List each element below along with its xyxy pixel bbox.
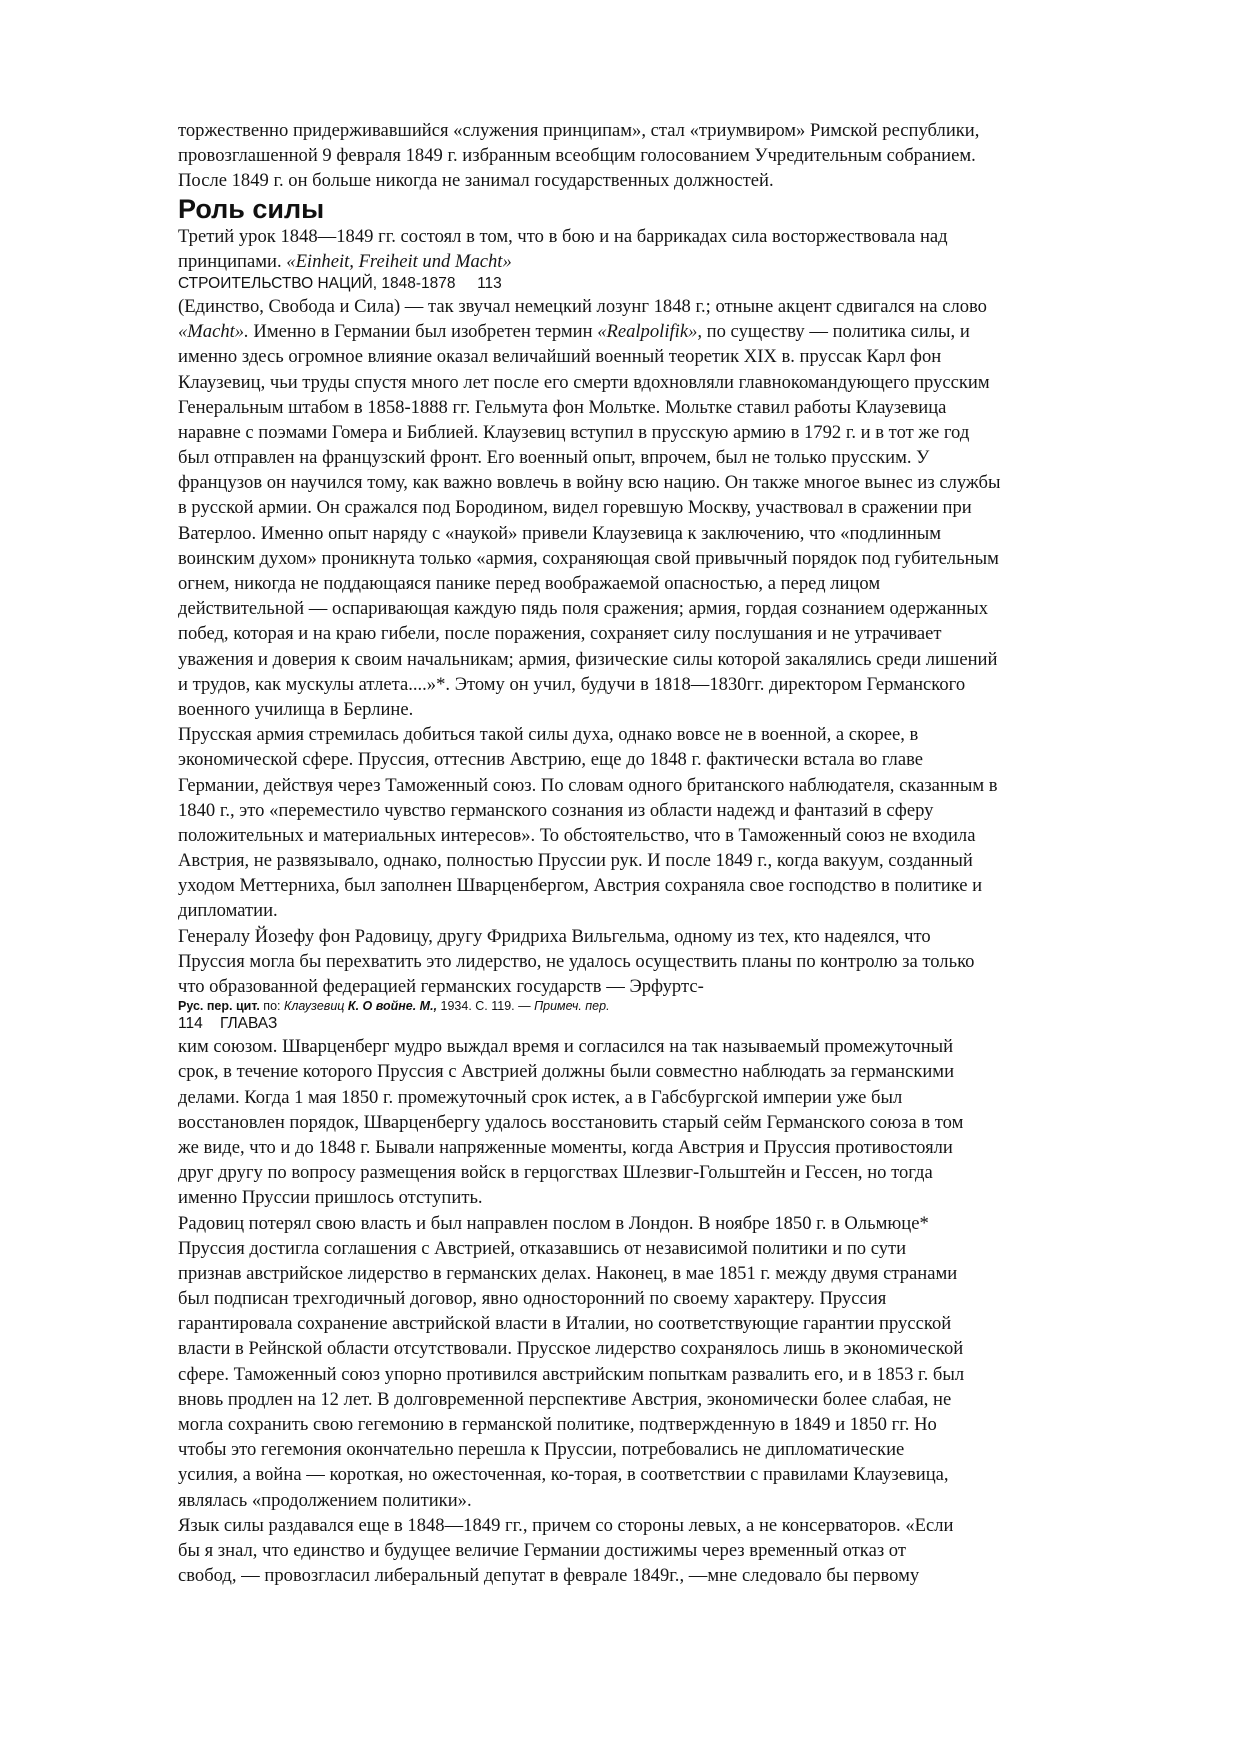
text-line: Язык силы раздавался еще в 1848—1849 гг., причем со стороны левых, а не консерваторов. «Если bbox=[178, 1514, 954, 1536]
text-line: именно здесь огромное влияние оказал величайший военный теоретик XIX в. пруссак Карл фон bbox=[178, 346, 942, 368]
text-line: уважения и доверия к своим начальникам; армия, физические силы которой закалялись среди лишений bbox=[178, 648, 998, 670]
text-line: срок, в течение которого Пруссия с Австрией должны были совместно наблюдать за германскими bbox=[178, 1061, 955, 1083]
section-title: Роль силы bbox=[178, 193, 325, 224]
footnote-bold: Рус. пер. цит. bbox=[178, 999, 260, 1014]
text-line: являлась «продолжением политики». bbox=[178, 1489, 472, 1511]
text-line: чтобы это гегемония окончательно перешла к Пруссии, потребовались не дипломатические bbox=[178, 1439, 905, 1461]
footnote-title: К. О войне. М., bbox=[344, 999, 438, 1014]
text-line: наравне с поэмами Гомера и Библией. Клаузевиц вступил в прусскую армию в 1792 г. и в тот же год bbox=[178, 421, 970, 443]
footnote-text: по: bbox=[259, 999, 284, 1014]
text-line: признав австрийское лидерство в германских делах. Наконец, в мае 1851 г. между двумя странами bbox=[178, 1262, 958, 1284]
page-number: 114 bbox=[178, 1015, 203, 1033]
text-line: ким союзом. Шварценберг мудро выждал время и согласился на так называемый промежуточный bbox=[178, 1036, 954, 1058]
page-2-text bbox=[178, 1034, 1178, 1588]
text-line: могла сохранить свою гегемонию в германской политике, подтвержденную в 1849 и 1850 гг. Но bbox=[178, 1414, 937, 1435]
footnote-note: Примеч. пер. bbox=[534, 999, 610, 1014]
text-line: сфере. Таможенный союз упорно противился австрийским попыткам развалить его, и в 1853 г. был bbox=[178, 1363, 965, 1385]
page-number: 113 bbox=[477, 274, 502, 292]
running-head-title: ГЛАВАЗ bbox=[219, 1015, 278, 1033]
text-line: в русской армии. Он сражался под Бородином, видел горевшую Москву, участвовал в сражении при bbox=[178, 497, 972, 519]
text-line: Ватерлоо. Именно опыт наряду с «наукой» привели Клаузевица к заключению, что «подлинным bbox=[178, 522, 942, 544]
text-span: по существу — политика силы, и bbox=[702, 321, 970, 343]
text-line: Третий урок 1848—1849 гг. состоял в том, что в бою и на баррикадах сила восторжествовала над bbox=[178, 225, 948, 247]
text-line: (Единство, Свобода и Сила) — так звучал немецкий лозунг 1848 г.; отныне акцент сдвигался на слово bbox=[178, 295, 987, 317]
text-line: Радовиц потерял свою власть и был направлен послом в Лондон. В ноябре 1850 г. в Ольмюце* bbox=[178, 1212, 929, 1234]
text-line: что образованной федерацией германских государств — Эрфуртс- bbox=[178, 976, 704, 997]
footnote-author: Клаузевиц bbox=[283, 999, 345, 1014]
text-line: делами. Когда 1 мая 1850 г. промежуточный срок истек, а в Габсбургской империи уже был bbox=[178, 1086, 903, 1108]
section-paragraph bbox=[178, 224, 1178, 274]
running-head bbox=[178, 274, 1178, 294]
document-page bbox=[178, 118, 1178, 1588]
text-line: же виде, что и до 1848 г. Бывали напряженные моменты, когда Австрия и Пруссия противостояли bbox=[178, 1136, 953, 1158]
text-line: Австрия, не развязывало, однако, полностью Пруссии рук. И после 1849 г., когда вакуум, созданный bbox=[178, 850, 973, 872]
text-span: принципами. bbox=[178, 250, 287, 272]
text-line bbox=[178, 319, 1178, 344]
text-line: Пруссия достигла соглашения с Австрией, отказавшись от независимой политики и по сути bbox=[178, 1237, 907, 1259]
text-line: и трудов, как мускулы атлета....»*. Этому он учил, будучи в 1818—1830гг. директором Германского bbox=[178, 673, 966, 695]
text-line: торжественно придерживавшийся «служения принципам», стал «триумвиром» Римской республики, bbox=[178, 120, 980, 141]
footnote-text: 1934. С. 119. — bbox=[437, 999, 535, 1014]
text-line: друг другу по вопросу размещения войск в герцогствах Шлезвиг-Гольштейн и Гессен, но тогда bbox=[178, 1162, 933, 1184]
running-head-title: СТРОИТЕЛЬСТВО НАЦИЙ, 1848-1878 bbox=[178, 274, 456, 292]
text-line: положительных и материальных интересов». То обстоятельство, что в Таможенный союз не входила bbox=[178, 824, 976, 846]
text-line: власти в Рейнской области отсутствовали. Прусское лидерство сохранялось лишь в экономической bbox=[178, 1338, 964, 1360]
text-line: Германии, действуя через Таможенный союз. По словам одного британского наблюдателя, сказанным в bbox=[178, 774, 998, 796]
text-line: 1840 г., это «переместило чувство германского сознания из области надежд и фантазий в сферу bbox=[178, 799, 934, 821]
text-line: военного училища в Берлине. bbox=[178, 698, 414, 720]
text-line: уходом Меттерниха, был заполнен Шварценбергом, Австрия сохраняла свое господство в политике и bbox=[178, 875, 983, 897]
text-line: был отправлен на французский фронт. Его военный опыт, впрочем, был не только прусским. У bbox=[178, 447, 930, 469]
italic-slogan: «Einheit, Freiheit und Macht» bbox=[286, 250, 512, 272]
text-line: французов он научился тому, как важно вовлечь в войну всю нацию. Он также многое вынес из службы bbox=[178, 472, 1001, 494]
italic-term: «Macht». bbox=[178, 321, 249, 343]
text-line: Генералу Йозефу фон Радовицу, другу Фридриха Вильгельма, одному из тех, кто надеялся, что bbox=[178, 925, 931, 947]
text-line: гарантировала сохранение австрийской власти в Италии, но соответствующие гарантии прусской bbox=[178, 1313, 952, 1335]
text-line: был подписан трехгодичный договор, явно односторонний по своему характеру. Пруссия bbox=[178, 1288, 887, 1310]
text-line: провозглашенной 9 февраля 1849 г. избранным всеобщим голосованием Учредительным собранием. bbox=[178, 145, 976, 167]
text-line: восстановлен порядок, Шварценбергу удалось восстановить старый сейм Германского союза в том bbox=[178, 1111, 964, 1133]
text-line: После 1849 г. он больше никогда не занимал государственных должностей. bbox=[178, 170, 774, 192]
footnote-bold bbox=[344, 999, 437, 1013]
text-line: вновь продлен на 12 лет. В долговременной перспективе Австрия, экономически более слабая, не bbox=[178, 1388, 952, 1410]
body-text bbox=[178, 294, 1178, 999]
text-line: именно Пруссии пришлось отступить. bbox=[178, 1187, 483, 1209]
text-line: огнем, никогда не поддающаяся панике перед воображаемой опасностью, а перед лицом bbox=[178, 573, 881, 594]
text-span: Именно в Германии был изобретен термин bbox=[248, 321, 598, 343]
text-line: бы я знал, что единство и будущее величие Германии достижимы через временный отказ от bbox=[178, 1539, 906, 1561]
text-line: экономической сфере. Пруссия, оттеснив Австрию, еще до 1848 г. фактически встала во главе bbox=[178, 749, 923, 771]
text-line: Прусская армия стремилась добиться такой силы духа, однако вовсе не в военной, а скорее, в bbox=[178, 724, 919, 746]
text-line: Генеральным штабом в 1858-1888 гг. Гельмута фон Мольтке. Мольтке ставил работы Клаузевица bbox=[178, 396, 947, 418]
text-line: воинским духом» проникнута только «армия, сохраняющая свой привычный порядок под губительным bbox=[178, 547, 999, 569]
text-line: Пруссия могла бы перехватить это лидерство, не удалось осуществить планы по контролю за только bbox=[178, 950, 975, 972]
text-line bbox=[178, 249, 1178, 274]
text-line: побед, которая и на краю гибели, после поражения, сохраняет силу послушания и не утрачивает bbox=[178, 623, 942, 645]
text-line: действительной — оспаривающая каждую пядь поля сражения; армия, гордая сознанием одержанных bbox=[178, 598, 989, 620]
paragraph-lines bbox=[178, 344, 1178, 999]
text-line: свобод, — провозгласил либеральный депутат в феврале 1849г., —мне следовало бы первому bbox=[178, 1565, 920, 1587]
italic-term: «Realpolifik», bbox=[597, 321, 703, 343]
intro-paragraph bbox=[178, 118, 1178, 194]
text-line: Клаузевиц, чьи труды спустя много лет после его смерти вдохновляли главнокомандующего прусским bbox=[178, 371, 990, 393]
footnote bbox=[178, 999, 1178, 1014]
text-line: дипломатии. bbox=[178, 900, 278, 922]
running-head bbox=[178, 1014, 1178, 1034]
text-line: усилия, а война — короткая, но ожесточенная, ко-торая, в соответствии с правилами Клаузевица, bbox=[178, 1464, 949, 1486]
